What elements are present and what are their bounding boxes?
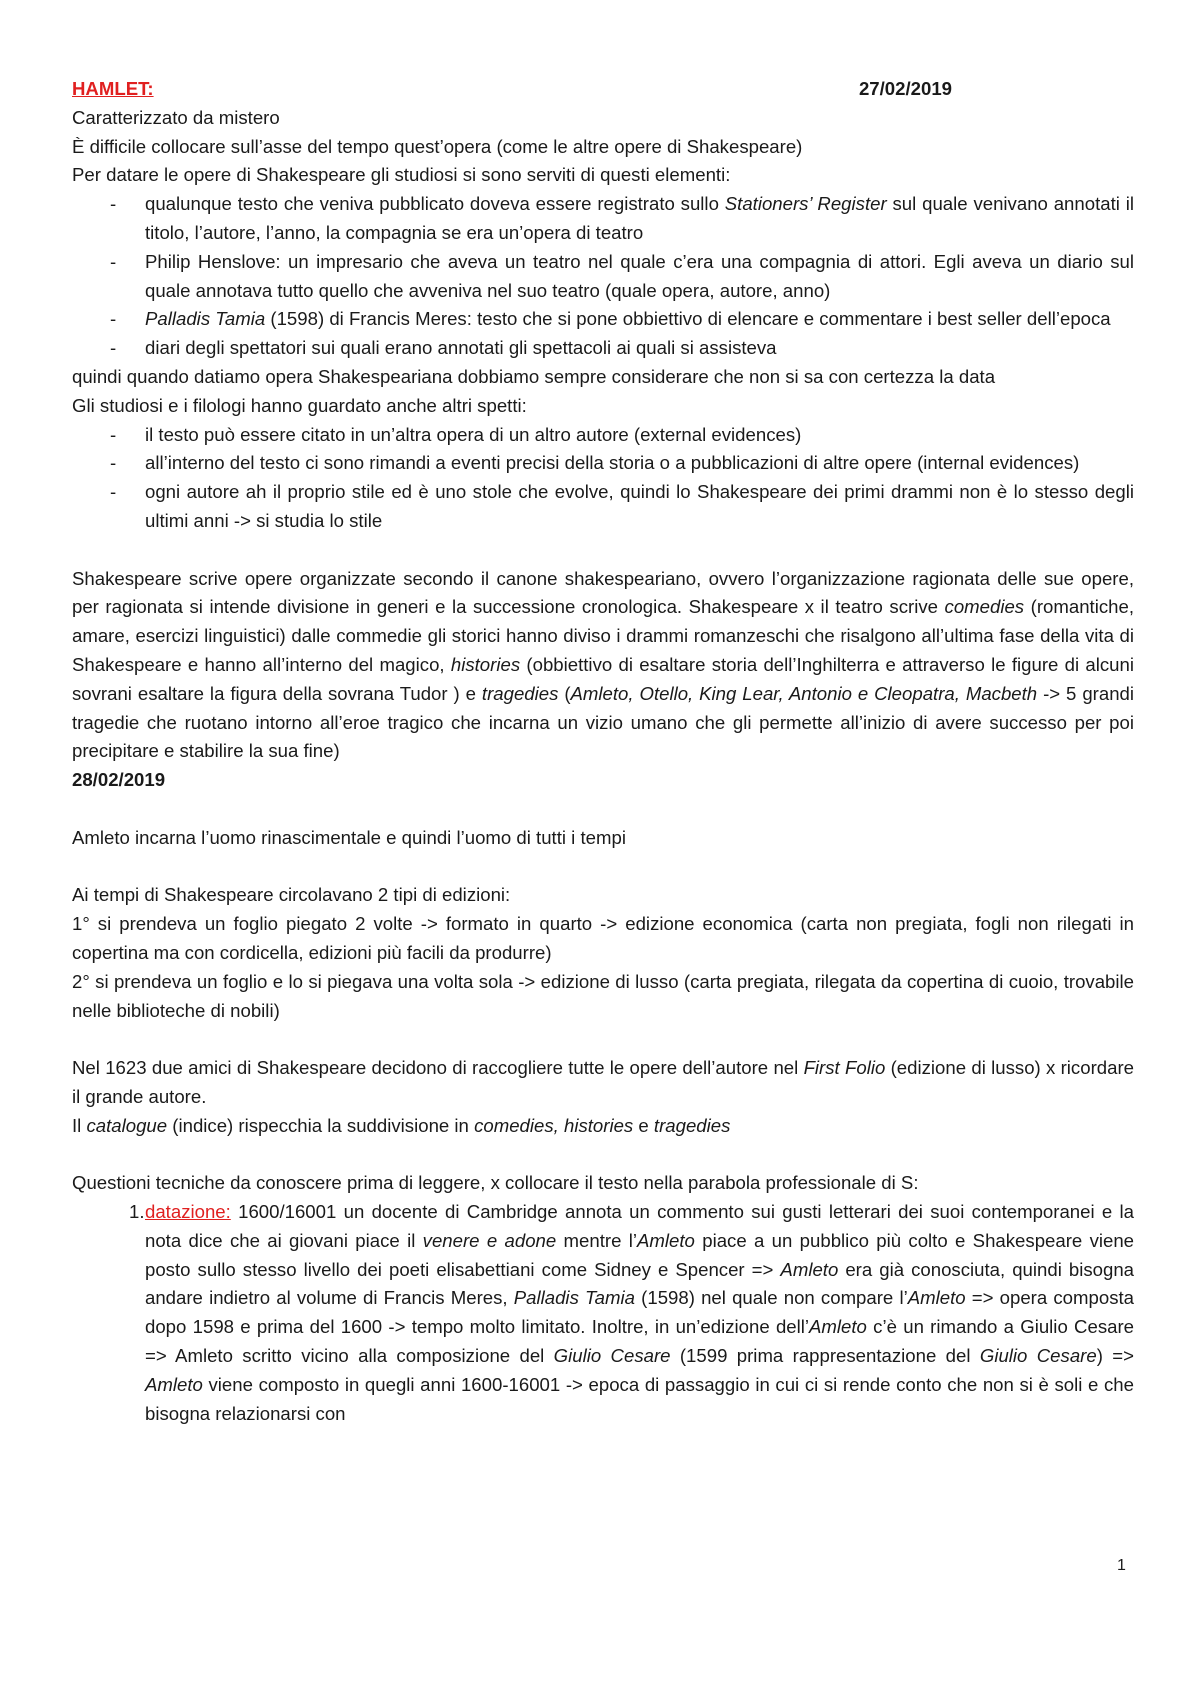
list-item: - ogni autore ah il proprio stile ed è uno stole che evolve, quindi lo Shakespeare dei primi drammi non è lo stesso degli ultimi anni -> si studia lo stile	[72, 478, 1134, 536]
editions-intro: Ai tempi di Shakespeare circolavano 2 tipi di edizioni:	[72, 884, 511, 906]
list-item: - Philip Henslove: un impresario che aveva un teatro nel quale c’era una compagnia di attori. Egli aveva un diario sul quale annotava tutto quello che avveniva nel suo teatro (quale opera, autore, anno)	[72, 248, 1134, 306]
list-item: - Palladis Tamia (1598) di Francis Meres: testo che si pone obbiettivo di elencare e commentare i best seller dell’epoca	[72, 305, 1134, 334]
list-item: - all’interno del testo ci sono rimandi a eventi precisi della storia o a pubblicazioni di altre opere (internal evidences)	[72, 449, 1134, 478]
list-marker: 1.	[129, 1201, 145, 1223]
questions-intro: Questioni tecniche da conoscere prima di leggere, x collocare il testo nella parabola professionale di S:	[72, 1172, 919, 1194]
amleto-line: Amleto incarna l’uomo rinascimentale e quindi l’uomo di tutti i tempi	[72, 826, 626, 848]
paragraph-line: quindi quando datiamo opera Shakespeariana dobbiamo sempre considerare che non si sa con certezza la data	[72, 365, 996, 387]
canon-paragraph: Shakespeare scrive opere organizzate secondo il canone shakespeariano, ovvero l’organizzazione ragionata delle sue opere, per ragionata si intende divisione in generi e la successione cronologica. Shakespeare x il teatro scrive comedies (romantiche, amare, esercizi linguistici) dalle commedie gli storici hanno diviso i drammi romanzeschi che risalgono all’ultima fase della vita di Shakespeare e hanno all’interno del magico, histories (obbiettivo di esaltare storia dell’Inghilterra e attraverso le figure di alcuni sovrani esaltare la figura della sovrana Tudor ) e tragedies (Amleto, Otello, King Lear, Antonio e Cleopatra, Macbeth -> 5 grandi tragedie che ruotano intorno all’eroe tragico che incarna un vizio umano che gli permette all’inizio di avere successo per poi precipitare e stabilire la sua fine)	[72, 567, 1135, 762]
document-date: 27/02/2019	[858, 78, 952, 99]
list-item: 1. datazione: 1600/16001 un docente di Cambridge annota un commento sui gusti letterari dei suoi contemporanei e la nota dice che ai giovani piace il venere e adone mentre l’Amleto piace a un pubblico più colto e Shakespeare viene posto sullo stesso livello dei poeti elisabettiani come Sidney e Spencer => Amleto era già conosciuta, quindi bisogna andare indietro al volume di Francis Meres, Palladis Tamia (1598) nel quale non compare l’Amleto => opera composta dopo 1598 e prima del 1600 -> tempo molto limitato. Inoltre, in un’edizione dell’Amleto c’è un rimando a Giulio Cesare => Amleto scritto vicino alla composizione del Giulio Cesare (1599 prima rappresentazione del Giulio Cesare) => Amleto viene composto in quegli anni 1600-16001 -> epoca di passaggio in cui ci si rende conto che non si è soli e che bisogna relazionarsi con	[72, 1198, 1134, 1428]
edition-two: 2° si prendeva un foglio e lo si piegava una volta sola -> edizione di lusso (carta pregiata, rilegata da copertina di cuoio, trovabile nelle biblioteche di nobili)	[72, 970, 1134, 1021]
datazione-label: datazione:	[145, 1201, 231, 1223]
title-row	[72, 75, 1134, 104]
second-date: 28/02/2019	[72, 769, 166, 791]
catalogue-line: Il catalogue (indice) rispecchia la suddivisione in comedies, histories e tragedies	[72, 1114, 731, 1136]
intro-line: Caratterizzato da mistero	[72, 106, 280, 128]
intro-line: È difficile collocare sull’asse del tempo quest’opera (come le altre opere di Shakespeare)	[72, 135, 803, 157]
list-item: - diari degli spettatori sui quali erano annotati gli spettacoli ai quali si assisteva	[72, 334, 1134, 363]
aspects-list	[72, 421, 1134, 536]
paragraph-line: Gli studiosi e i filologi hanno guardato anche altri spetti:	[72, 394, 527, 416]
page-number: 1	[1117, 1557, 1126, 1574]
sources-list	[72, 190, 1134, 363]
edition-one: 1° si prendeva un foglio piegato 2 volte -> formato in quarto -> edizione economica (carta non pregiata, fogli non rilegati in copertina ma con cordicella, edizioni più facili da produrre)	[72, 913, 1134, 963]
folio-paragraph: Nel 1623 due amici di Shakespeare decidono di raccogliere tutte le opere dell’autore nel First Folio (edizione di lusso) x ricordare il grande autore.	[72, 1057, 1134, 1107]
list-item: - qualunque testo che veniva pubblicato doveva essere registrato sullo Stationers’ Register sul quale venivano annotati il titolo, l’autore, l’anno, la compagnia se era un’opera di teatro	[72, 190, 1134, 248]
list-item: - il testo può essere citato in un’altra opera di un altro autore (external evidences)	[72, 421, 1134, 450]
document-body	[72, 75, 1134, 1428]
document-title: HAMLET:	[72, 78, 154, 99]
intro-line: Per datare le opere di Shakespeare gli studiosi si sono serviti di questi elementi:	[72, 164, 731, 186]
questions-list	[72, 1198, 1134, 1428]
